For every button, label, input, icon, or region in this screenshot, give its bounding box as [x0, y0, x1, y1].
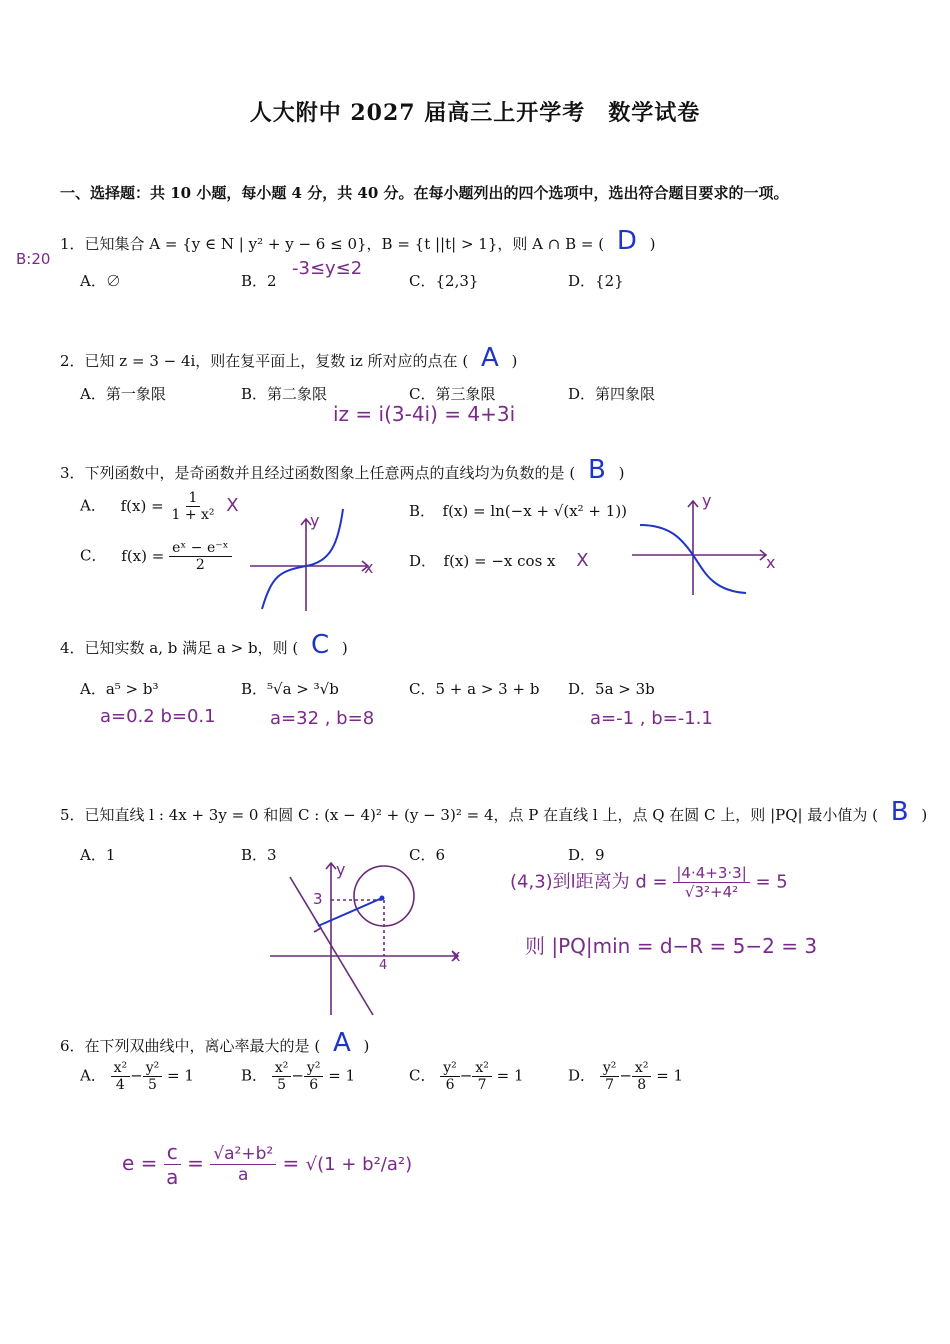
margin-note-q1: B:20	[16, 250, 51, 268]
q3-option-a: A． f(x) = $\frac{1}{\text{1 + x²}}$ X	[80, 490, 239, 524]
question-4-stem: 4．已知实数 a, b 满足 a > b，则 ( C )	[60, 630, 348, 660]
q3-option-b: B． f(x) = ln(−x + √(x² + 1))	[409, 502, 628, 520]
work-q5-line1: (4,3)到l距离为 d = $\frac{|4\cdot 4+3\cdot 3|}{\text{√3²+4²}}$ = 5	[510, 864, 788, 901]
fraction: $\frac{|4\cdot 4+3\cdot 3|}{\text{√3²+4²}}$	[673, 864, 749, 901]
axis-x-label: x	[766, 553, 776, 572]
answer-q5: B	[890, 797, 909, 827]
section-heading: 一、选择题：共 10 小题，每小题 4 分，共 40 分。在每小题列出的四个选项中，选出符合题目要求的一项。	[60, 184, 789, 202]
question-5-stem: 5．已知直线 l : 4x + 3y = 0 和圆 C : (x − 4)² + (y − 3)² = 4，点 P 在直线 l 上，点 Q 在圆 C 上，则 |PQ| 最小值为 ( B )	[60, 797, 928, 827]
q3-option-d: D． f(x) = −x cos x X	[409, 550, 589, 571]
sketch-decreasing	[630, 495, 780, 605]
fraction: $\frac{\text{x²}}{4}$	[111, 1060, 131, 1093]
question-6-stem: 6．在下列双曲线中，离心率最大的是 ( A )	[60, 1028, 370, 1058]
fraction: $\frac{\text{y²}}{7}$	[600, 1060, 620, 1093]
q4-option-a: A．a⁵ > b³	[80, 680, 159, 698]
answer-q1: D	[616, 226, 637, 256]
fraction: $\frac{c}{a}$	[164, 1140, 181, 1189]
q2-option-b: B．第二象限	[241, 385, 328, 403]
fig-x-label: x	[451, 946, 461, 965]
q4-option-c: C．5 + a > 3 + b	[409, 680, 540, 698]
q1-option-b: B．2	[241, 272, 277, 290]
axis-x-label: x	[364, 558, 374, 577]
q4-option-b: B．⁵√a > ³√b	[241, 680, 339, 698]
q1-option-c: C．{2,3}	[409, 272, 479, 290]
q2-option-c: C．第三象限	[409, 385, 496, 403]
q6-option-b: B． $\frac{\text{x²}}{5}$ − $\frac{\text{y²}}{6}$ = 1	[241, 1060, 356, 1094]
cross-mark: X	[576, 550, 589, 571]
answer-q4: C	[310, 630, 330, 660]
note-q2: iz = i(3-4i) = 4+3i	[333, 402, 516, 426]
q3-option-c: C． f(x) = $\frac{\text{eˣ − e⁻ˣ}}{2}$	[80, 540, 232, 573]
note-q4-a: a=0.2 b=0.1	[100, 706, 216, 727]
question-3-stem: 3．下列函数中，是奇函数并且经过函数图象上任意两点的直线均为负数的是 ( B )	[60, 455, 625, 485]
q1-option-a: A．∅	[80, 272, 121, 290]
answer-q2: A	[480, 343, 499, 373]
q5-option-b: B．3	[241, 846, 277, 864]
fraction: $\frac{\text{eˣ − e⁻ˣ}}{2}$	[169, 540, 231, 573]
q6-option-d: D． $\frac{\text{y²}}{7}$ − $\frac{\text{x²}}{8}$ = 1	[568, 1060, 684, 1094]
work-q5-line2: 则 |PQ|min = d−R = 5−2 = 3	[525, 934, 818, 958]
axis-y-label: y	[310, 511, 320, 530]
fraction: $\frac{\text{x²}}{8}$	[632, 1060, 652, 1093]
note-q1: -3≤y≤2	[292, 258, 363, 279]
page-title: 人大附中 2027 届高三上开学考 数学试卷	[249, 100, 701, 126]
question-1-stem: 1．已知集合 A = {y ∈ N | y² + y − 6 ≤ 0}，B = {t ||t| > 1}，则 A ∩ B = ( D )	[60, 226, 656, 256]
fraction: $\frac{\text{√a²+b²}}{a}$	[210, 1144, 276, 1186]
q4-option-d: D．5a > 3b	[568, 680, 655, 698]
q6-option-a: A． $\frac{\text{x²}}{4}$ − $\frac{\text{y²}}{5}$ = 1	[80, 1060, 194, 1094]
fig-y-label: y	[336, 860, 346, 879]
axis-y-label: y	[702, 491, 712, 510]
q1-option-d: D．{2}	[568, 272, 624, 290]
cross-mark: X	[226, 494, 239, 516]
q5-option-c: C．6	[409, 846, 446, 864]
fraction: $\frac{\text{y²}}{6}$	[304, 1060, 324, 1093]
fig-label-4: 4	[379, 958, 388, 973]
note-q4-b: a=32 , b=8	[270, 708, 375, 729]
fraction: $\frac{\text{y²}}{5}$	[143, 1060, 163, 1093]
q2-option-d: D．第四象限	[568, 385, 656, 403]
answer-q3: B	[587, 455, 606, 485]
fraction: $\frac{\text{y²}}{6}$	[440, 1060, 460, 1093]
fraction: $\frac{\text{x²}}{7}$	[472, 1060, 492, 1093]
sqrt-expression: √(1 + b²/a²)	[305, 1154, 413, 1175]
q5-option-d: D．9	[568, 846, 605, 864]
fig-label-3: 3	[313, 890, 323, 908]
fraction: $\frac{1}{\text{1 + x²}}$	[171, 490, 215, 524]
sketch-line-circle	[268, 855, 468, 1020]
q5-option-a: A．1	[80, 846, 116, 864]
fraction: $\frac{\text{x²}}{5}$	[272, 1060, 292, 1093]
q2-option-a: A．第一象限	[80, 385, 166, 403]
q6-option-c: C． $\frac{\text{y²}}{6}$ − $\frac{\text{x²}}{7}$ = 1	[409, 1060, 524, 1094]
note-q4-d: a=-1 , b=-1.1	[590, 708, 713, 729]
work-q6: e = $\frac{c}{a}$ = $\frac{\text{√a²+b²}}{a}$ = √(1 + b²/a²)	[122, 1140, 413, 1189]
answer-q6: A	[332, 1028, 351, 1058]
question-2-stem: 2．已知 z = 3 − 4i，则在复平面上，复数 iz 所对应的点在 ( A )	[60, 343, 518, 373]
